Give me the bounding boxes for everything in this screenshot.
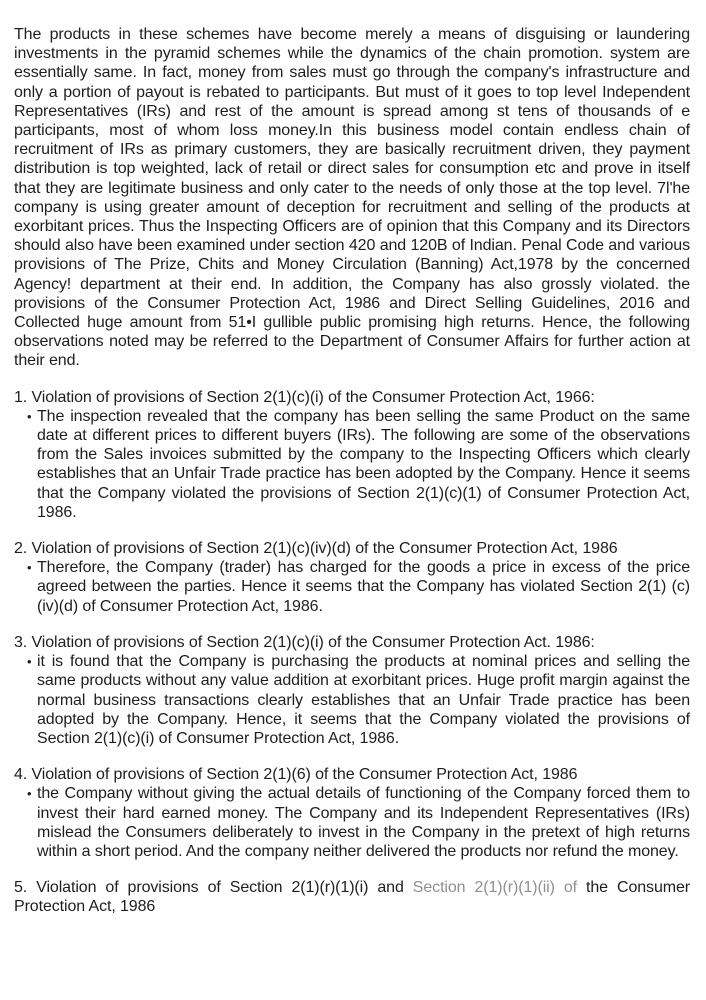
section-5: [14, 878, 690, 916]
bullet-text: Therefore, the Company (trader) has charged for the goods a price in excess of the price agreed between the parties. Hence it seems that the Company has violated Section 2(1) (c) (iv)(d) of Consumer Protection Act, 1986.: [37, 559, 690, 615]
section-heading-text: Violation of provisions of Section 2(1)(c)(i) of the Consumer Protection Act. 1986:: [31, 633, 595, 651]
section-number: 3.: [14, 633, 28, 651]
bullet-item: [14, 558, 690, 616]
section-heading-text: Violation of provisions of Section 2(1)(c)(iv)(d) of the Consumer Protection Act, 1986: [31, 540, 618, 558]
section-number: 5.: [14, 879, 28, 897]
bullet-item: [14, 407, 690, 522]
section-4: [14, 765, 690, 861]
intro-paragraph: The products in these schemes have become merely a means of disguising or laundering investments in the pyramid schemes while the dynamics of the chain promotion. system are essentially same. In fact, money from sales must go through the company's infrastructure and only a portion of payout is rebated to participants. But must of it goes to top level Independent Representatives (IRs) and rest of the amount is spread among st tens of thousands of e participants, most of whom loss money.In this business model contain endless chain of recruitment of IRs as primary customers, they are basically recruitment driven, they payment distribution is top weighted, lack of retail or direct sales for consumption etc and prove in itself that they are legitimate business and only cater to the needs of only those at the top level. 7l'he company is using greater amount of deception for recruitment and selling of the products at exorbitant prices. Thus the Inspecting Officers are of opinion that this Company and its Directors should also have been examined under section 420 and 120B of Indian. Penal Code and various provisions of The Prize, Chits and Money Circulation (Banning) Act,1978 by the concerned Agency! department at their end. In addition, the Company has also grossly violated. the provisions of the Consumer Protection Act, 1986 and Direct Selling Guidelines, 2016 and Collected huge amount from 51•I gullible public promising high returns. Hence, the following observations noted may be referred to the Department of Consumer Affairs for further action at their end.: [14, 26, 690, 370]
section-heading: [14, 765, 690, 784]
section-1: [14, 388, 690, 522]
section-heading-text: Violation of provisions of Section 2(1)(c)(i) of the Consumer Protection Act, 1966:: [31, 388, 595, 406]
bullet-text: The inspection revealed that the company has been selling the same Product on the same date at different prices to different buyers (IRs). The following are some of the observations from the Sales invoices submitted by the company to the Inspecting Officers which clearly establishes that an Unfair Trade practice has been adopted by the Company. Hence it seems that the Company violated the provisions of Section 2(1)(c)(1) of Consumer Protection Act, 1986.: [37, 407, 690, 521]
section-heading-text-faded: Section 2(1)(r)(1)(ii) of: [412, 879, 577, 897]
bullet-item: [14, 652, 690, 748]
section-heading: [14, 878, 690, 916]
section-heading-text: Violation of provisions of Section 2(1)(r)(1)(i) and: [36, 879, 404, 897]
bullet-icon: •: [27, 408, 32, 424]
section-number: 2.: [14, 540, 28, 558]
section-number: 1.: [14, 388, 28, 406]
section-number: 4.: [14, 766, 28, 784]
section-3: [14, 633, 690, 748]
section-heading-text: the Consumer Protection Act, 1986: [14, 879, 690, 916]
section-heading: [14, 388, 690, 407]
bullet-text: it is found that the Company is purchasing the products at nominal prices and selling the same products without any value addition at exorbitant prices. Huge profit margin against the normal business transactions clearly establishes that an Unfair Trade practice has been adopted by the Company. Hence, it seems that the Company violated the provisions of Section 2(1)(c)(i) of Consumer Protection Act, 1986.: [37, 653, 690, 747]
bullet-icon: •: [27, 560, 32, 576]
section-heading-text: Violation of provisions of Section 2(1)(6) of the Consumer Protection Act, 1986: [31, 766, 578, 784]
section-heading: [14, 539, 690, 558]
section-heading: [14, 633, 690, 652]
section-2: [14, 539, 690, 616]
bullet-text: the Company without giving the actual details of functioning of the Company forced them to invest their hard earned money. The Company and its Independent Representatives (IRs) mislead the Consumers deliberately to invest in the Company in the pretext of high returns within a short period. And the company neither delivered the products nor refund the money.: [37, 785, 690, 860]
bullet-icon: •: [27, 786, 32, 802]
bullet-item: [14, 784, 690, 861]
bullet-icon: •: [27, 654, 32, 670]
